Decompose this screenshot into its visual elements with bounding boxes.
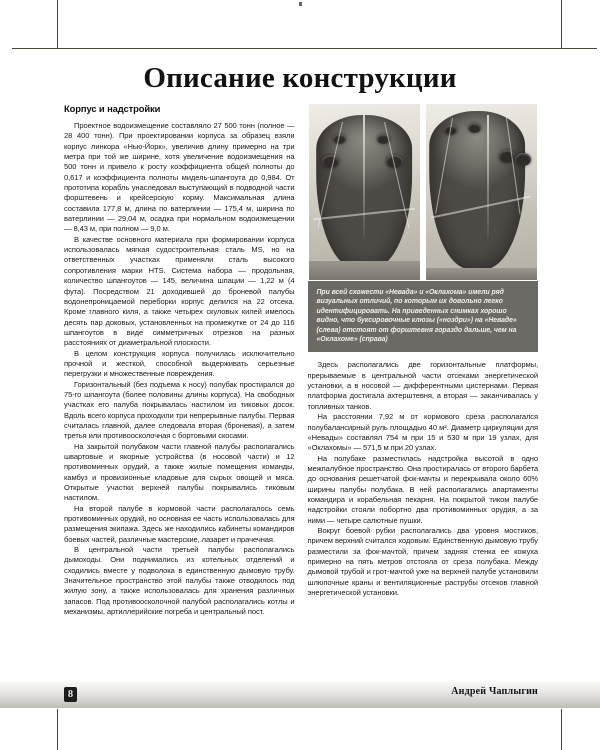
author-byline: Андрей Чаплыгин <box>451 686 538 697</box>
registration-mark <box>299 2 302 6</box>
paragraph: В центральной части третьей палубы располагались дымоходы. Они поднимались из котельных отделений и сходились вместе у подволока в единственную дымовую трубу. Значительное пространство этой палубы также отводилось под жилую зону, а также использовалась для хранения различных запасов. Под противоосколочной палубой располагались котлы и механизмы, артиллерийские погреба и центральный пост. <box>64 545 295 617</box>
photo-nevada-bow <box>308 103 421 281</box>
stem-line <box>363 115 365 238</box>
paragraph: На расстоянии 7,92 м от кормового среза располагался полубалансирный руль площадью 40 м². Диаметр циркуляции для «Невады» составлял 754 м при 15 и 530 м при 19 узлах, для «Оклахомы» — 571,5 м при 20 узлах. <box>307 412 538 453</box>
two-column-layout <box>64 103 538 618</box>
towing-chock-icon <box>322 155 339 168</box>
page-content <box>0 49 600 709</box>
paragraph: Горизонтальный (без подъема к носу) полубак простирался до 75-го шпангоута (более половины длины корпуса). На свободных участках его палуба покрывалась настилом из тиковых досок. Вдоль всего корпуса проходили три непрерывные палубы. Первая считалась главной, далее следовала вторая (броневая), а затем третья или противоосколочная с бортовыми скосами. <box>64 379 295 441</box>
paragraph: Здесь располагались две горизонтальные платформы, прерываемые в центральной части отсеками энергетической установки, а в носовой — дифферентными цистернами. Первая платформа достигала ахтерштевня, а вторая — заканчивалась у топливных танков. <box>307 360 538 411</box>
section-heading-hull: Корпус и надстройки <box>64 103 161 114</box>
photo-pair <box>308 103 539 281</box>
paragraph: На второй палубе в кормовой части располагалось семь противоминных орудий, но основная ее часть использовалась для размещения экипажа. Здесь же находились кабинеты командиров боевых частей, различные мастерские, лазарет и прачечная. <box>64 503 295 544</box>
paragraph: Проектное водоизмещение составляло 27 500 тонн (полное — 28 400 тонн). При проектировании корпуса за образец взяли корпус линкора «Нью-Йорк», увеличив длину примерно на три метра при той же ширине, хотя увеличение водоизмещения на 500 тонн и привело к росту коэффициента общей полноты до 0,617 и коэффициента полноты мидель-шпангоута до 0,984. От прототипа корабль унаследовал выступающий в подводной части форштевень и крейсерскую корму. Максимальная длина составила 177,8 м, длина по ватерлинии — 175,4 м, ширина по ватерлинии — 29,04 м, осадка при нормальном водоизмещении — 8,43 м, при полном — 9,0 м. <box>64 121 295 234</box>
page-title: Описание конструкции <box>143 62 457 94</box>
photo-oklahoma-bow <box>425 103 538 281</box>
stem-line <box>487 115 489 238</box>
towing-chock-icon <box>515 153 531 166</box>
footer-inner <box>58 681 562 708</box>
right-column <box>308 103 539 618</box>
page-number: 8 <box>64 687 77 702</box>
paragraph: На полубаке разместилась надстройка высотой в одно межпалубное пространство. Она простиралась от второго барбета до основания решетчатой фок-мачты и перекрывала около 60% ширины палубы полубака. В ней располагались апартаменты командира и корабельная пекарня. На покрытой тиком палубе надстройки стояли побортно два противоминных орудия, а за ними — четыре салютные пушки. <box>307 453 538 525</box>
ship-bow-shape <box>429 111 525 269</box>
drydock-floor <box>426 268 537 280</box>
paragraph: В целом конструкция корпуса получилась исключительно прочной и жесткой, способной выдерживать серьезные перегрузки и множественные повреждения. <box>64 348 295 379</box>
left-column <box>64 103 295 618</box>
paragraph: В качестве основного материала при формировании корпуса использовалась мягкая судостроительная сталь MS, но на ответственных участках применяли сталь высокого сопротивления марки HTS. Система набора — продольная, количество шпангоутов — 145, величина шпации — 1,22 м (4 фута). Посредством 21 доходившей до броневой палубы водонепроницаемой переборки корпус делился на 22 отсека. Кроме главного киля, а также четырех скуловых килей имелось десять пар доковых, установленных на промежутке от 24 до 116 шпангоутов в виде симметричных отрезков на разных расстояниях от диаметральной плоскости. <box>64 234 295 348</box>
drydock-floor <box>309 261 420 280</box>
photo-caption: При всей схожести «Невада» и «Оклахома» имели ряд визуальных отличий, по которым их довольно легко идентифицировать. На приведенных снимках хорошо видно, что буксировочные клюзы («ноздри») на «Неваде» (слева) отстоят от форштевня гораздо дальше, чем на «Оклахоме» (справа) <box>308 281 539 352</box>
photo-figure <box>308 103 539 352</box>
page-footer <box>0 681 600 708</box>
paragraph: Вокруг боевой рубки располагались два уровня мостиков, причем верхний считался ходовым. Единственную дымовую трубу разместили за фок-мачтой, причем задняя стенка ее кожуха примерно на пять метров отстояла от среза полубака. Между дымовой трубой и грот-мачтой уже на верхней палубе установили шлюпочные краны и вентиляционные раструбы отсеков главной энергетической установки. <box>307 525 538 597</box>
paragraph: На закрытой полубаком части главной палубы располагались швартовые и якорные устройства (в носовой части) и 12 противоминных орудий, а также жилые помещения команды, камбуз и провизионные кладовые для сырых овощей и мяса. Открытые участки верхней палубы покрывались тиковым настилом. <box>64 441 295 503</box>
